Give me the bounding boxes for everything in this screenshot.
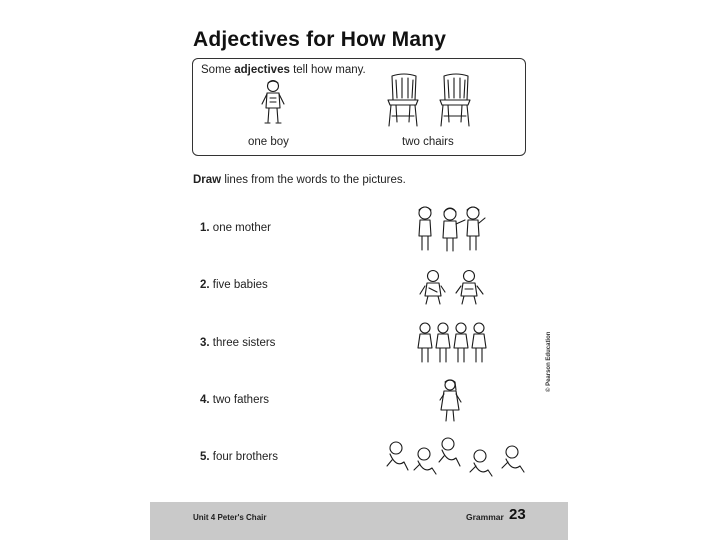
example-text-start: Some bbox=[201, 64, 235, 76]
item-number: 4. bbox=[200, 394, 210, 406]
example-text bbox=[201, 64, 366, 76]
instruction-rest: lines from the words to the pictures. bbox=[221, 174, 406, 186]
item-label: two fathers bbox=[212, 394, 270, 406]
item-label: three sisters bbox=[212, 337, 276, 349]
caption-two-chairs: two chairs bbox=[402, 136, 454, 148]
babies-icon[interactable] bbox=[384, 434, 532, 478]
footer-unit-label: Unit 4 Peter's Chair bbox=[193, 513, 267, 522]
item-number: 5. bbox=[200, 451, 210, 463]
example-text-end: tell how many. bbox=[289, 64, 366, 76]
two-fathers-icon[interactable] bbox=[417, 268, 489, 306]
boy-icon bbox=[258, 78, 288, 130]
item-3 bbox=[200, 337, 275, 349]
page-number: 23 bbox=[509, 506, 526, 523]
example-text-keyword: adjectives bbox=[234, 64, 290, 76]
item-label: five babies bbox=[212, 279, 268, 291]
mother-icon[interactable] bbox=[436, 378, 464, 424]
item-1 bbox=[200, 222, 271, 234]
instruction-text bbox=[193, 174, 406, 186]
group-of-sisters-icon[interactable] bbox=[416, 320, 490, 366]
copyright-notice: © Pearson Education bbox=[546, 331, 552, 392]
instruction-bold: Draw bbox=[193, 174, 222, 186]
footer-section-label: Grammar bbox=[466, 512, 504, 522]
item-5 bbox=[200, 451, 278, 463]
group-of-children-icon[interactable] bbox=[413, 204, 489, 254]
caption-one-boy: one boy bbox=[248, 136, 289, 148]
item-label: four brothers bbox=[212, 451, 278, 463]
item-2 bbox=[200, 279, 268, 291]
page-title: Adjectives for How Many bbox=[193, 28, 447, 51]
item-number: 2. bbox=[200, 279, 210, 291]
item-label: one mother bbox=[212, 222, 271, 234]
two-chairs-icon bbox=[382, 72, 482, 130]
item-4 bbox=[200, 394, 269, 406]
item-number: 1. bbox=[200, 222, 210, 234]
item-number: 3. bbox=[200, 337, 210, 349]
